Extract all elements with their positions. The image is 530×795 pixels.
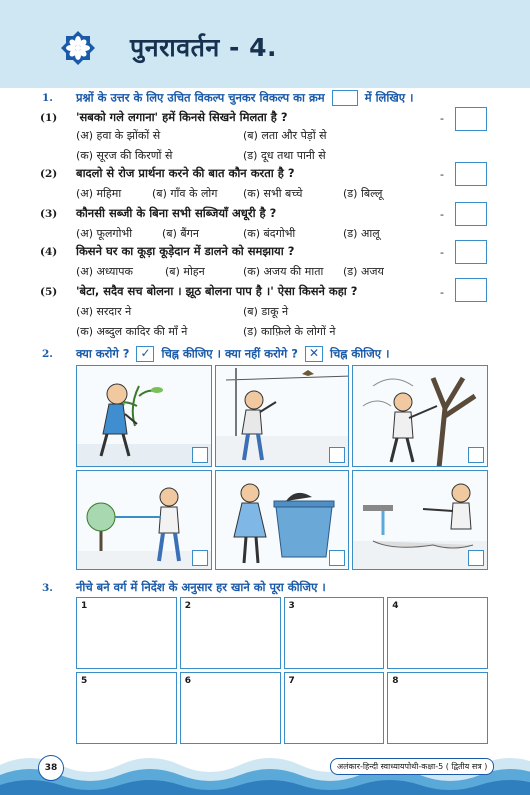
option: (ब) डाकू ने xyxy=(243,305,289,318)
grid-cell[interactable] xyxy=(387,597,488,669)
cell-number: 6 xyxy=(184,676,192,686)
page-number: 38 xyxy=(38,755,64,781)
instruction-text-end: में लिखिए । xyxy=(364,90,414,105)
dash: - xyxy=(440,112,444,125)
checkbox[interactable] xyxy=(192,447,208,463)
checkbox[interactable] xyxy=(329,447,345,463)
grid-cell[interactable] xyxy=(180,672,281,744)
checkbox[interactable] xyxy=(468,447,484,463)
instruction-text: क्या नहीं करोगे ? xyxy=(225,346,298,361)
cell-number: 3 xyxy=(288,601,295,611)
answer-box-q3[interactable] xyxy=(455,202,487,226)
cell-number: 7 xyxy=(288,676,295,686)
option: (अ) सरदार ने xyxy=(76,305,132,318)
question-number: (1) xyxy=(40,112,58,124)
dash: - xyxy=(440,168,444,181)
page-title: पुनरावर्तन - 4. xyxy=(130,33,277,62)
grid-cell[interactable] xyxy=(76,597,177,669)
question-number: (5) xyxy=(40,286,58,298)
question-text: कौनसी सब्जी के बिना सभी सब्जियाँ अधूरी है ? xyxy=(76,206,277,220)
instruction-text: प्रश्नों के उत्तर के लिए उचित विकल्प चुनकर विकल्प का क्रम xyxy=(76,90,325,105)
question-text: 'बेटा, सदैव सच बोलना । झूठ बोलना पाप है ।' ऐसा किसने कहा ? xyxy=(76,284,358,298)
question-text: किसने घर का कूड़ा कूड़ेदान में डालने को समझाया ? xyxy=(76,244,295,258)
question-number: (4) xyxy=(40,246,58,258)
section-instruction xyxy=(76,346,389,362)
grid-cell[interactable] xyxy=(180,597,281,669)
question-text: बादलो से रोज प्रार्थना करने की बात कौन करता है ? xyxy=(76,166,295,180)
cell-number: 2 xyxy=(184,601,192,611)
option: (अ) फूलगोभी xyxy=(76,227,133,240)
option: (क) सभी बच्चे xyxy=(243,187,303,200)
picture-wasting-water xyxy=(352,470,488,570)
instruction-answer-box-sample xyxy=(332,90,358,106)
grid-cell[interactable] xyxy=(284,597,385,669)
picture-watering-plant xyxy=(76,470,212,570)
cell-number: 8 xyxy=(392,676,399,686)
tick-icon: ✓ xyxy=(136,346,154,362)
answer-box-q5[interactable] xyxy=(455,278,487,302)
instruction-text: चिह्न कीजिए । xyxy=(329,346,390,361)
answer-grid xyxy=(76,597,488,744)
option: (क) बंदगोभी xyxy=(243,227,296,240)
cell-number: 5 xyxy=(81,676,88,686)
section-number: 2. xyxy=(42,348,53,360)
book-series-label: अलंकार-हिन्दी स्वाध्यायपोथी-कक्षा-5 ( द्वितीय सत्र ) xyxy=(330,758,494,775)
option: (ब) गाँव के लोग xyxy=(152,187,218,200)
grid-cell[interactable] xyxy=(284,672,385,744)
cross-icon: ✕ xyxy=(305,346,323,362)
checkbox[interactable] xyxy=(192,550,208,566)
section-number: 1. xyxy=(42,92,53,104)
picture-slingshot-bird xyxy=(215,365,349,467)
checkbox[interactable] xyxy=(329,550,345,566)
option: (ड) दूध तथा पानी से xyxy=(243,149,326,162)
option: (अ) अध्यापक xyxy=(76,265,133,278)
option: (क) सूरज की किरणों से xyxy=(76,149,173,162)
answer-box-q2[interactable] xyxy=(455,162,487,186)
option: (ड) काफ़िले के लोगों ने xyxy=(243,325,336,338)
option: (ड) आलू xyxy=(343,227,380,240)
option: (अ) हवा के झोंकों से xyxy=(76,129,161,142)
answer-box-q4[interactable] xyxy=(455,240,487,264)
section-instruction xyxy=(76,90,413,106)
question-text: 'सबको गले लगाना' हमें किनसे सिखने मिलता है ? xyxy=(76,110,288,124)
option: (क) अजय की माता xyxy=(243,265,324,278)
grid-cell[interactable] xyxy=(387,672,488,744)
dash: - xyxy=(440,246,444,259)
question-number: (2) xyxy=(40,168,58,180)
page-header xyxy=(0,0,530,88)
option: (ब) मोहन xyxy=(165,265,205,278)
instruction-text: चिह्न कीजिए । xyxy=(161,346,221,361)
question-number: (3) xyxy=(40,208,58,220)
section-number: 3. xyxy=(42,582,53,594)
option: (ड) अजय xyxy=(343,265,384,278)
grid-cell[interactable] xyxy=(76,672,177,744)
option: (क) अब्दुल कादिर की माँ ने xyxy=(76,325,188,338)
picture-cutting-tree xyxy=(352,365,488,467)
option: (ड) बिल्लू xyxy=(343,187,383,200)
cell-number: 1 xyxy=(81,601,88,611)
option: (ब) लता और पेड़ों से xyxy=(243,129,327,142)
instruction-text: क्या करोगे ? xyxy=(76,346,130,361)
dash: - xyxy=(440,286,444,299)
option: (ब) बैंगन xyxy=(162,227,199,240)
option: (अ) महिमा xyxy=(76,187,122,200)
dash: - xyxy=(440,208,444,221)
answer-box-q1[interactable] xyxy=(455,107,487,131)
cell-number: 4 xyxy=(392,601,399,611)
flower-icon xyxy=(60,30,96,66)
picture-planting-tree xyxy=(76,365,212,467)
picture-dustbin xyxy=(215,470,349,570)
checkbox[interactable] xyxy=(468,550,484,566)
section-instruction: नीचे बने वर्ग में निर्देश के अनुसार हर खाने को पूरा कीजिए । xyxy=(76,580,326,594)
